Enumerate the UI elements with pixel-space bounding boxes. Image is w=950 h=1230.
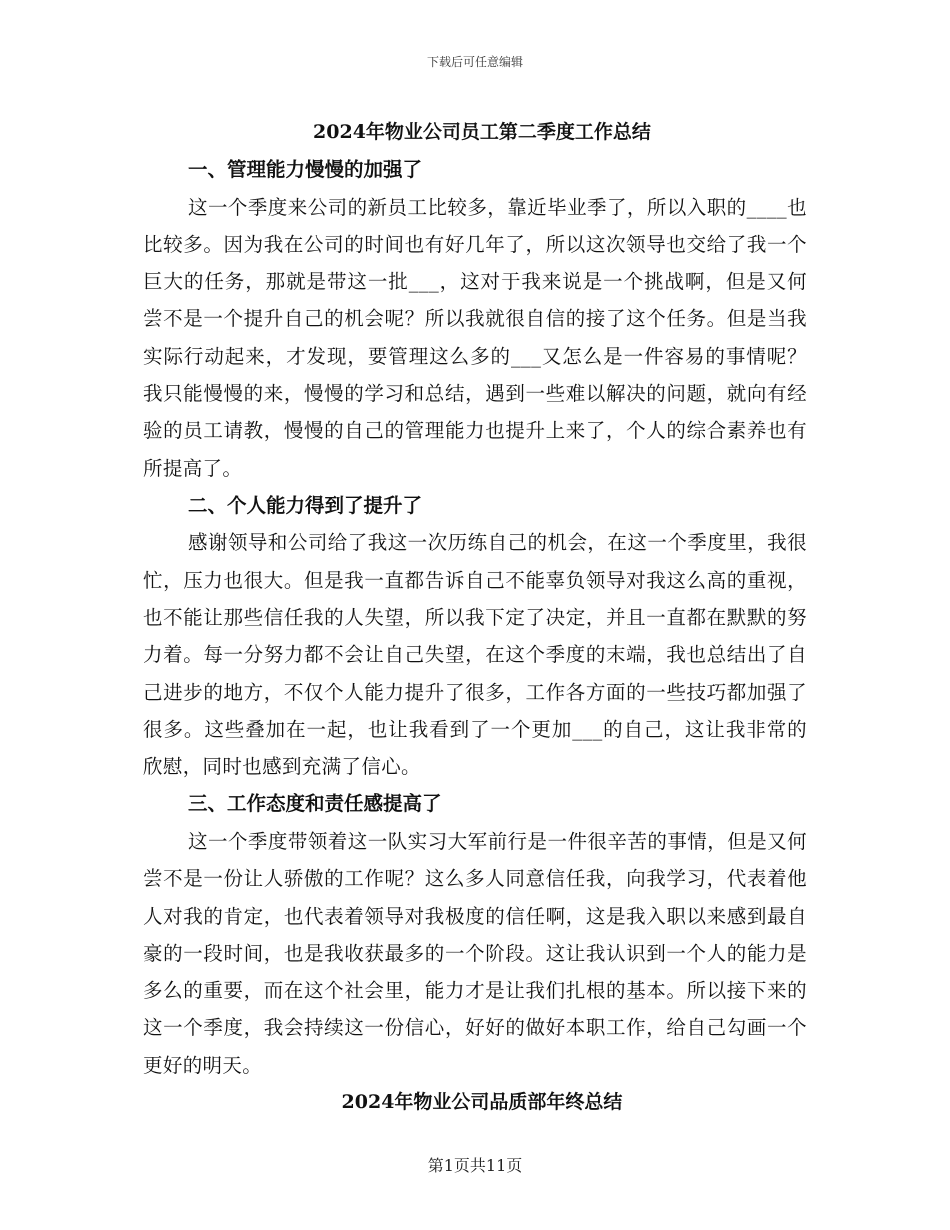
section-heading-1: 一、管理能力慢慢的加强了 [188,158,423,181]
section-paragraph-2: 感谢领导和公司给了我这一次历练自己的机会，在这一个季度里，我很忙，压力也很大。但是我一直都告诉自己不能辜负领导对我这么高的重视，也不能让那些信任我的人失望，所以我下定了决定，并且一直都在默默的努力着。每一分努力都不会让自己失望，在这个季度的末端，我也总结出了自己进步的地方，不仅个人能力提升了很多，工作各方面的一些技巧都加强了很多。这些叠加在一起，也让我看到了一个更加___的自己，这让我非常的欣慰，同时也感到充满了信心。 [143,531,807,779]
document-title: 2024年物业公司员工第二季度工作总结 [313,121,651,143]
section-heading-2: 二、个人能力得到了提升了 [188,493,423,517]
section-paragraph-1: 这一个季度来公司的新员工比较多，靠近毕业季了，所以入职的____也比较多。因为我在公司的时间也有好几年了，所以这次领导也交给了我一个巨大的任务，那就是带这一批___，这对于我来说是一个挑战啊，但是又何尝不是一个提升自己的机会呢？所以我就很自信的接了这个任务。但是当我实际行动起来，才发现，要管理这么多的___又怎么是一件容易的事情呢？我只能慢慢的来，慢慢的学习和总结，遇到一些难以解决的问题，就向有经验的员工请教，慢慢的自己的管理能力也提升上来了，个人的综合素养也有所提高了。 [143,195,807,480]
header-note: 下载后可任意编辑 [426,55,523,69]
section-heading-3: 三、工作态度和责任感提高了 [188,792,442,816]
section-paragraph-3: 这一个季度带领着这一队实习大军前行是一件很辛苦的事情，但是又何尝不是一份让人骄傲的工作呢？这么多人同意信任我，向我学习，代表着他人对我的肯定，也代表着领导对我极度的信任啊，这是我入职以来感到最自豪的一段时间，也是我收获最多的一个阶段。这让我认识到一个人的能力是多么的重要，而在这个社会里，能力才是让我们扎根的基本。所以接下来的这一个季度，我会持续这一份信心，好好的做好本职工作，给自己勾画一个更好的明天。 [143,829,807,1077]
next-document-title: 2024年物业公司品质部年终总结 [341,1091,623,1114]
document-body [143,114,807,1121]
page-footer: 第1页共11页 [427,1156,523,1175]
